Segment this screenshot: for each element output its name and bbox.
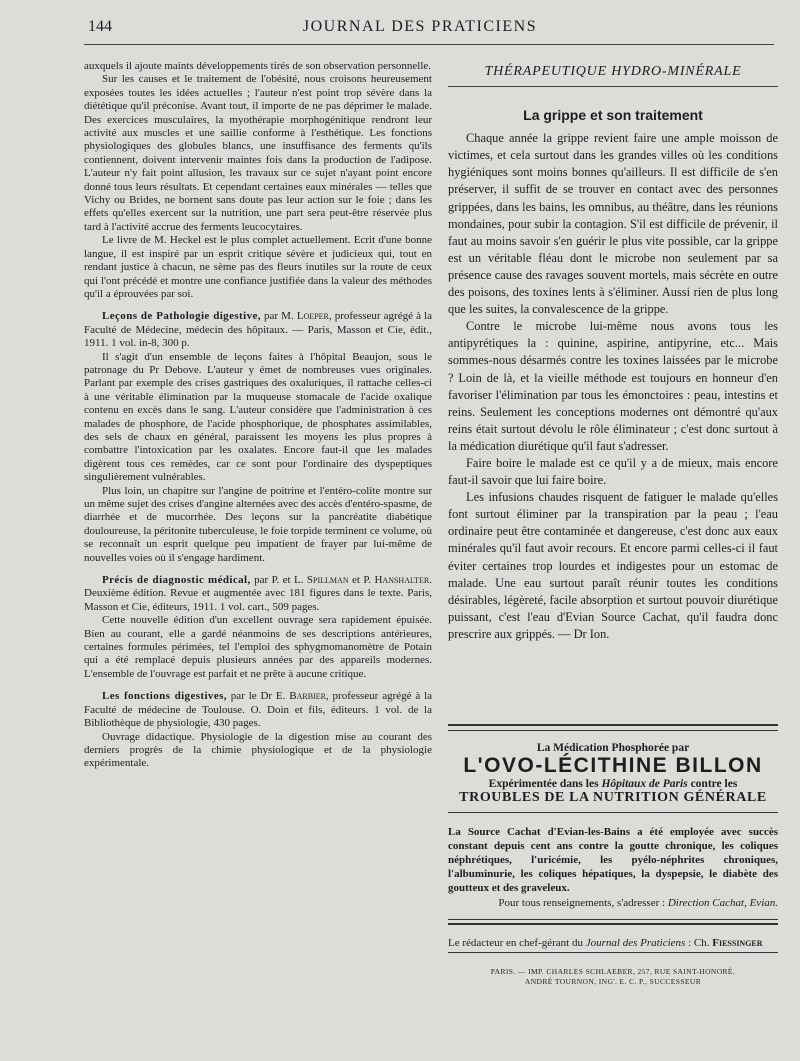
- book-title: Précis de diagnostic médical,: [102, 574, 251, 587]
- ad-bottom-rule: [448, 919, 778, 925]
- author-name: Hanshalter: [374, 574, 430, 587]
- editor-rule: [448, 952, 778, 953]
- header-rule: [84, 44, 774, 45]
- bibliography-entry: Précis de diagnostic médical, par P. et L. Spillman et P. Hanshalter. Deuxième édition. Revue et augmentée avec 181 figures dans le texte. Paris, Masson et Cie, éditeurs, 1911. 1 vol. cart., 509 pages.: [84, 574, 432, 613]
- ad-contact: Pour tous renseignements, s'adresser : Direction Cachat, Evian.: [498, 897, 778, 909]
- journal-title: JOURNAL DES PRATICIENS: [302, 18, 538, 35]
- paragraph: Il s'agit d'un ensemble de leçons faites à l'hôpital Beaujon, sous le patronage du Pr Debove. L'auteur y émet de nombreuses vues originales. Parlant par exemple des crises gastriques des oxaluriques, il rattache celles-ci à une véritable élimination par la muqueuse stomacale de l'acide oxalique contenu en excès dans le sang. L'auteur considère que l'administration à ces malades de phosphore, de l'acide phosphorique, de phosphates assimilables, des sels de chaux en général, paraissent les moyens les plus propres à combattre l'intoxication par les oxalates. Encore faut-il que les malades digèrent tous ces remèdes, car ce sont pour l'ordinaire des dyspeptiques singulièrement vulnérables.: [84, 350, 432, 484]
- paragraph: Ouvrage didactique. Physiologie de la digestion mise au courant des derniers progrès de la chimie physiologique et de la physiologie expérimentale.: [84, 730, 432, 770]
- paragraph: Les infusions chaudes risquent de fatiguer le malade qu'elles font surtout éliminer par la transpiration par la peau ; l'eau ordinaire peut être contaminée et dangereuse, c'est donc aux eaux minérales qu'il faut avoir recours. Et encore parmi celles-ci il faut éviter certaines trop lourdes et indigestes pour un estomac de malade. Une eau surtout paraît réunir toutes les conditions désirables, légèreté, facile absorption et surtout pouvoir diurétique puissant, c'est l'eau d'Evian Source Cachat, qu'il faudra donc prescrire aux grippés. — Dr Ion.: [448, 490, 778, 641]
- section-rule: [448, 86, 778, 87]
- page-header: [70, 18, 770, 40]
- book-title: Leçons de Pathologie digestive,: [102, 310, 261, 323]
- ad-tagline: La Médication Phosphorée par: [536, 742, 690, 754]
- right-column: [448, 63, 778, 643]
- printer-imprint: PARIS. — IMP. CHARLES SCHLAEBER, 257, RUE SAINT-HONORÉ. ANDRÉ TOURNON, ING'. E. C. P., SUCCESSEUR: [490, 967, 736, 986]
- author-name: Loeper: [296, 310, 329, 323]
- book-title: Les fonctions digestives,: [102, 690, 227, 703]
- ad-subline: Expérimentée dans les Hôpitaux de Paris contre les: [488, 778, 738, 790]
- bibliography-entry: Les fonctions digestives, par le Dr E. Barbier, professeur agrégé à la Faculté de médecine de Toulouse. O. Doin et fils, éditeurs. 1 vol. de la Bibliothèque de physiologie, 430 pages.: [84, 690, 433, 730]
- ad-top-rule: [448, 724, 778, 731]
- ad-headline: TROUBLES DE LA NUTRITION GÉNÉRALE: [459, 790, 767, 805]
- ad-brand-name: L'OVO-LÉCITHINE BILLON: [463, 754, 763, 777]
- editor-line: Le rédacteur en chef-gérant du Journal des Praticiens : Ch. Fiessinger: [448, 937, 763, 949]
- ad-body: La Source Cachat d'Evian-les-Bains a été employée avec succès constant depuis cent ans contre la goutte chronique, les coliques néphrétiques, l'uricémie, les pyélo-néphrites chroniques, l'albuminurie, les coliques hépatiques, la dyspepsie, le diabète des goutteux et des graveleux.: [448, 826, 778, 894]
- paragraph: Le livre de M. Heckel est le plus complet actuellement. Ecrit d'une bonne langue, il est inspiré par un esprit critique sévère et judicieux qui, tout en rendant justice à chacun, ne sème pas des fleurs inutiles sur la route de ceux qui l'ont précédé et montre une confiance justifiée dans la valeur des méthodes qu'il a éprouvées par soi.: [84, 234, 432, 300]
- advertisement-box: [448, 724, 778, 987]
- page-number: 144: [88, 18, 112, 35]
- article-title: La grippe et son traitement: [523, 107, 703, 124]
- author-name: Barbier: [289, 690, 326, 703]
- author-name: Spillman: [306, 574, 349, 587]
- paragraph: Plus loin, un chapitre sur l'angine de poitrine et l'entéro-colite montre sur un même sujet des crises d'angine alternées avec des accès d'entéro-spasme, de diarrhée et de mucorrhée. Des leçons sur la pancréatite diabétique douloureuse, la péritonite tuberculeuse, le foie torpide terminent ce volume, où se reconnaît un esprit quelque peu impatient de frayer par lui-même de nouvelles voies où il s'engage hardiment.: [84, 484, 432, 564]
- paragraph: Cette nouvelle édition d'un excellent ouvrage sera rapidement épuisée. Bien au courant, elle a gardé néanmoins de ses descriptions antérieures, certaines formules périmées, tel l'emploi des sphygmomanomètre de Potain qui a été remplacé depuis plusieurs années par des appareils modernes. L'ensemble de l'ouvrage est parfait et ne prête à aucune critique.: [84, 614, 432, 680]
- paragraph: Sur les causes et le traitement de l'obésité, nous croisons heureusement exposées toutes les idées actuelles ; l'auteur n'est point trop sévère dans la diététique qu'il préconise. Avant tout, il importe de ne pas déprimer le malade. Des exercices musculaires, la myothérapie morphogénitique rendront leur activité aux muscles et une saillie conforme à l'esthétique. Les fonctions physiologiques des globules blancs, une insuffisance des ferments qu'ils contiennent, doivent intervenir maintes fois dans la production de l'adipose. L'auteur n'y fait point allusion, les travaux sur ce sujet n'ayant point encore donné tous leurs résultats. Et cependant certaines eaux minérales — telles que Vichy ou Brides, ne bornent sans doute pas leur action sur le foie ; dans les effets qu'elles exercent sur la nutrition, une part sera peut-être réservée plus tard à l'activité accrue des ferments leucocytaires.: [84, 73, 432, 233]
- paragraph: Chaque année la grippe revient faire une ample moisson de victimes, et cela surtout dans les grandes villes où les conditions hygiéniques sont moins bonnes qu'ailleurs. Il est difficile de s'en préserver, il suffit de se trouver en contact avec des personnes grippées, dans les bains, les omnibus, au théâtre, dans les réunions mondaines, pour subir la contagion. S'il est difficile de prévenir, il faut au moins savoir s'en guérir le plus vite possible, car la grippe est un véritable fléau dont le microbe non seulement par sa présence cause des ravages souvent mortels, mais sécrète en outre des poisons, des toxines lents à s'éliminer. Aussi rien de plus long que les suites, la convalescence de la grippe.: [448, 131, 778, 317]
- paragraph: Faire boire le malade est ce qu'il y a de mieux, mais encore faut-il savoir que lui faire boire.: [448, 455, 778, 488]
- paragraph: Contre le microbe lui-même nous avons tous les antipyrétiques la : quinine, aspirine, antipyrine, etc... Mais sommes-nous désarmés contre les toxines laissées par le microbe ? Loin de là, et la vieille méthode est toujours en honneur d'en favoriser l'élimination par tous les émonctoires : peau, intestins et reins. Seulement les conceptions modernes ont démontré qu'aux reins était surtout dévolu le rôle éliminateur ; c'est donc surtout à la médication diurétique qu'il faut s'adresser.: [448, 319, 778, 453]
- bibliography-entry: Leçons de Pathologie digestive, par M. Loeper, professeur agrégé à la Faculté de Médecine, médecin des hôpitaux. — Paris, Masson et Cie, édit., 1911. 1 vol. in-8, 300 p.: [84, 310, 432, 350]
- section-title: THÉRAPEUTIQUE HYDRO-MINÉRALE: [484, 64, 742, 79]
- author-signature: — Dr Ion.: [555, 626, 610, 641]
- left-column: [84, 60, 432, 771]
- ad-divider: [448, 812, 778, 813]
- paragraph: auxquels il ajoute maints développements tirés de son observation personnelle.: [84, 60, 432, 72]
